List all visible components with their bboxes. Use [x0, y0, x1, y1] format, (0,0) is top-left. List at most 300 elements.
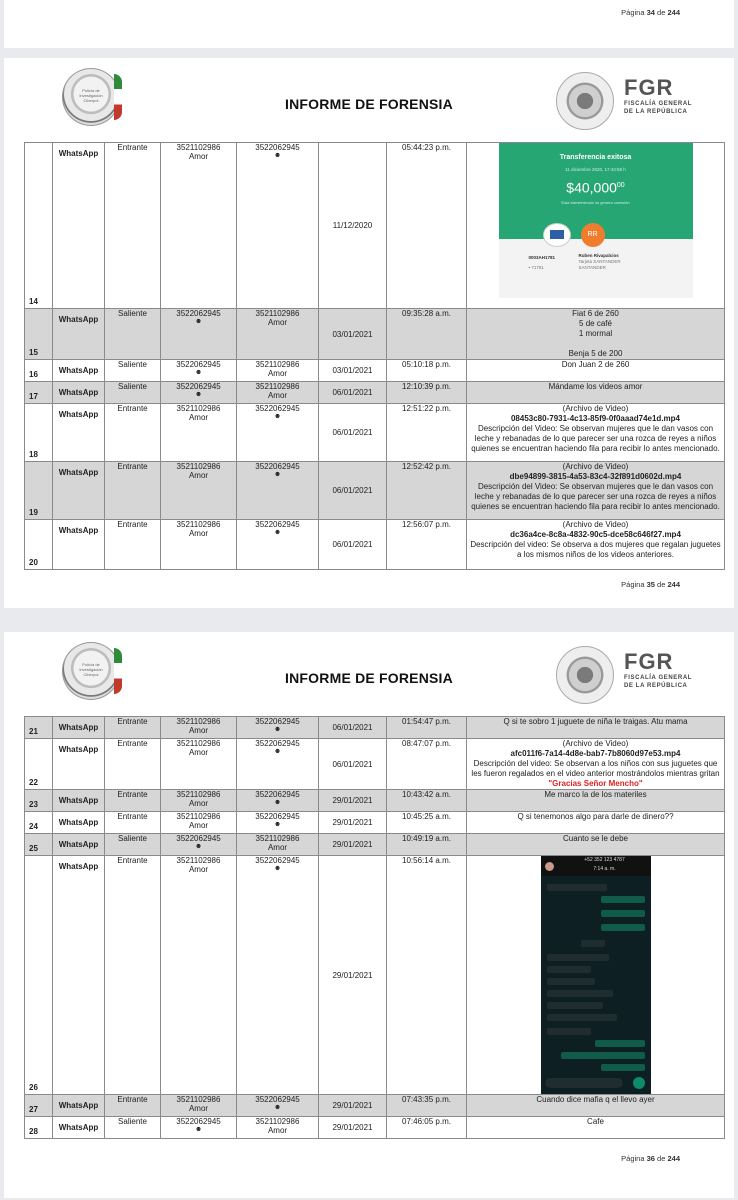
sender-number: 3522062945 — [176, 1117, 221, 1126]
recipient-number: 3522062945 — [255, 812, 300, 821]
recipient-alias: Amor — [267, 1126, 288, 1135]
app-name-text: WhatsApp — [58, 410, 99, 419]
chat-bubble — [595, 1040, 645, 1047]
date-text: 29/01/2021 — [332, 796, 373, 805]
recipient — [237, 790, 319, 812]
date-text: 29/01/2021 — [332, 1123, 373, 1132]
sender-number: 3521102986 — [176, 790, 221, 799]
direction — [105, 309, 161, 360]
row-number — [25, 382, 53, 404]
message-content — [467, 856, 725, 1095]
row-number — [25, 309, 53, 360]
sender-alias: Amor — [188, 413, 209, 422]
direction — [105, 717, 161, 739]
direction-text: Saliente — [118, 382, 147, 391]
recipient — [237, 856, 319, 1095]
sender-number: 3521102986 — [176, 520, 221, 529]
table-row — [25, 812, 725, 834]
date-text: 06/01/2021 — [332, 486, 373, 495]
direction — [105, 360, 161, 382]
time-text: 01:54:47 p.m. — [402, 717, 451, 726]
row-number — [25, 856, 53, 1095]
recipient-number: 3522062945 — [255, 790, 300, 799]
video-label: (Archivo de Video) — [562, 739, 629, 748]
date-text: 06/01/2021 — [332, 388, 373, 397]
message-date — [319, 382, 387, 404]
sender-alias: Amor — [188, 152, 209, 161]
direction-text: Saliente — [118, 1117, 147, 1126]
direction — [105, 812, 161, 834]
app-name-text: WhatsApp — [58, 1101, 99, 1110]
video-label: (Archivo de Video) — [562, 462, 629, 471]
sender-number: 3522062945 — [176, 834, 221, 843]
message-line: Me marco la de los materiles — [544, 790, 647, 799]
date-text: 29/01/2021 — [332, 840, 373, 849]
direction — [105, 1095, 161, 1117]
message-content — [467, 812, 725, 834]
contact-avatar — [545, 862, 554, 871]
message-date — [319, 520, 387, 570]
table-row — [25, 1095, 725, 1117]
recipient — [237, 1095, 319, 1117]
recipient — [237, 717, 319, 739]
row-number-text: 28 — [29, 1127, 38, 1136]
message-content — [467, 309, 725, 360]
row-number — [25, 834, 53, 856]
message-line: Cuanto se le debe — [563, 834, 628, 843]
message-content — [467, 462, 725, 520]
table-row — [25, 856, 725, 1095]
chat-screenshot-image: +52 352 123 4787 7:14 a. m. — [541, 856, 651, 1094]
ciberpol-seal-icon: Policía de Investigación Ciberpol — [62, 642, 120, 700]
table-row — [25, 790, 725, 812]
recipient-number: 3521102986 — [255, 834, 300, 843]
sender-alias: ☻ — [194, 1126, 203, 1133]
message-content — [467, 1117, 725, 1139]
app-name-text: WhatsApp — [58, 315, 99, 324]
messages-table — [24, 716, 725, 1139]
row-number — [25, 143, 53, 309]
video-quote: "Gracias Señor Mencho" — [548, 779, 643, 788]
date-text: 29/01/2021 — [332, 970, 373, 980]
row-number — [25, 739, 53, 790]
direction — [105, 834, 161, 856]
message-time — [387, 856, 467, 1095]
message-date — [319, 856, 387, 1095]
recipient-avatar: RR — [581, 223, 605, 247]
recipient-alias: ☻ — [273, 413, 282, 420]
sender-alias: Amor — [188, 748, 209, 757]
table-row — [25, 143, 725, 309]
sender-number: 3522062945 — [176, 382, 221, 391]
recipient-alias: Amor — [267, 391, 288, 400]
sender-number: 3522062945 — [176, 309, 221, 318]
time-text: 12:51:22 p.m. — [402, 404, 451, 413]
row-number — [25, 790, 53, 812]
message-time — [387, 360, 467, 382]
date-text: 29/01/2021 — [332, 818, 373, 827]
message-line: 5 de café — [579, 319, 612, 328]
sender-alias: ☻ — [194, 843, 203, 850]
sender-alias: Amor — [188, 821, 209, 830]
recipient-number: 3522062945 — [255, 143, 300, 152]
direction — [105, 143, 161, 309]
time-text: 10:43:42 a.m. — [402, 790, 451, 799]
recipient-number: 3522062945 — [255, 462, 300, 471]
message-date — [319, 812, 387, 834]
app-name — [53, 856, 105, 1095]
row-number-text: 27 — [29, 1105, 38, 1114]
direction-text: Entrante — [117, 520, 148, 529]
row-number — [25, 717, 53, 739]
direction — [105, 790, 161, 812]
row-number — [25, 360, 53, 382]
direction-text: Entrante — [117, 717, 148, 726]
direction — [105, 1117, 161, 1139]
sender-alias: Amor — [188, 529, 209, 538]
message-time — [387, 1117, 467, 1139]
video-filename: dbe94899-3815-4a53-83c4-32f891d0602d.mp4 — [509, 472, 682, 481]
recipient — [237, 404, 319, 462]
sender-alias: Amor — [188, 471, 209, 480]
chat-bubble — [547, 966, 591, 973]
row-number-text: 19 — [29, 508, 38, 517]
recipient-number: 3522062945 — [255, 404, 300, 413]
time-text: 12:52:42 p.m. — [402, 462, 451, 471]
app-name — [53, 1095, 105, 1117]
row-number-text: 17 — [29, 392, 38, 401]
table-row — [25, 1117, 725, 1139]
page-number: Página 36 de 244 — [621, 1154, 680, 1163]
app-name — [53, 360, 105, 382]
message-date — [319, 143, 387, 309]
row-number-text: 20 — [29, 558, 38, 567]
message-line: 1 mormal — [578, 329, 613, 338]
app-name — [53, 309, 105, 360]
row-number-text: 15 — [29, 348, 38, 357]
sender-alias: Amor — [188, 726, 209, 735]
table-row — [25, 520, 725, 570]
time-text: 08:47:07 p.m. — [402, 739, 451, 748]
time-text: 07:43:35 p.m. — [402, 1095, 451, 1104]
app-name-text: WhatsApp — [58, 862, 99, 871]
date-text: 06/01/2021 — [332, 723, 373, 732]
report-header — [4, 58, 734, 138]
microphone-icon — [633, 1077, 645, 1089]
sender — [161, 739, 237, 790]
video-label: (Archivo de Video) — [562, 404, 629, 413]
message-time — [387, 382, 467, 404]
message-date — [319, 790, 387, 812]
message-date — [319, 834, 387, 856]
time-text: 09:35:28 a.m. — [402, 309, 451, 318]
app-name-text: WhatsApp — [58, 468, 99, 477]
message-time — [387, 520, 467, 570]
sender — [161, 856, 237, 1095]
message-time — [387, 404, 467, 462]
recipient-alias: ☻ — [273, 1104, 282, 1111]
report-title: INFORME DE FORENSIA — [285, 670, 453, 686]
sender-number: 3521102986 — [176, 739, 221, 748]
row-number-text: 23 — [29, 800, 38, 809]
recipient — [237, 812, 319, 834]
chat-bubble — [547, 978, 595, 985]
app-name-text: WhatsApp — [58, 1123, 99, 1132]
table-row — [25, 404, 725, 462]
recipient — [237, 309, 319, 360]
recipient-number: 3522062945 — [255, 520, 300, 529]
recipient-number: 3522062945 — [255, 739, 300, 748]
recipient-alias: ☻ — [273, 152, 282, 159]
sender — [161, 309, 237, 360]
recipient-number: 3521102986 — [255, 360, 300, 369]
recipient — [237, 520, 319, 570]
recipient — [237, 739, 319, 790]
message-line: Mándame los videos amor — [548, 382, 643, 391]
chat-bubble — [547, 884, 607, 891]
message-line: Q si te sobro 1 juguete de niña le traigas. Atu mama — [503, 717, 688, 726]
message-time — [387, 812, 467, 834]
message-line: Q si tenemonos algo para darle de dinero?? — [517, 812, 674, 821]
sender-number: 3521102986 — [176, 404, 221, 413]
sender — [161, 834, 237, 856]
direction-text: Entrante — [117, 790, 148, 799]
bank-card-icon — [543, 223, 571, 247]
app-name-text: WhatsApp — [58, 366, 99, 375]
recipient-number: 3522062945 — [255, 1095, 300, 1104]
message-content — [467, 520, 725, 570]
recipient-number: 3521102986 — [255, 382, 300, 391]
sender — [161, 462, 237, 520]
time-text: 10:49:19 a.m. — [402, 834, 451, 843]
direction-text: Entrante — [117, 812, 148, 821]
recipient — [237, 143, 319, 309]
direction — [105, 462, 161, 520]
direction-text: Saliente — [118, 834, 147, 843]
row-number-text: 16 — [29, 370, 38, 379]
sender — [161, 1095, 237, 1117]
direction-text: Entrante — [117, 739, 148, 748]
chat-bubble — [547, 954, 609, 961]
recipient-alias: ☻ — [273, 865, 282, 872]
sender — [161, 360, 237, 382]
page-sheet-36 — [4, 632, 734, 1198]
time-text: 05:44:23 p.m. — [402, 143, 451, 152]
recipient — [237, 462, 319, 520]
chat-bubble — [601, 896, 645, 903]
direction — [105, 856, 161, 1095]
recipient-alias: ☻ — [273, 748, 282, 755]
table-row — [25, 382, 725, 404]
message-date — [319, 309, 387, 360]
chat-bubble — [547, 1014, 617, 1021]
app-name-text: WhatsApp — [58, 745, 99, 754]
recipient-alias: Amor — [267, 843, 288, 852]
direction-text: Entrante — [117, 462, 148, 471]
date-text: 11/12/2020 — [332, 221, 373, 230]
sender-number: 3522062945 — [176, 360, 221, 369]
video-description: Descripción del Video: Se observan mujeres que le dan vasos con leche y rebanadas de lo que parecer ser una rozca de reyes a niños quienes se encuentran haciendo fila para recibir lo antes mencionado. — [471, 482, 720, 511]
recipient — [237, 834, 319, 856]
message-line: Fiat 6 de 260 — [572, 309, 619, 318]
page-sheet-35 — [4, 58, 734, 608]
message-content — [467, 834, 725, 856]
date-text: 03/01/2021 — [332, 329, 373, 339]
fgr-logo: FGR FISCALÍA GENERAL DE LA REPÚBLICA — [556, 642, 696, 708]
app-name — [53, 382, 105, 404]
time-text: 07:46:05 p.m. — [402, 1117, 451, 1126]
chat-bubble — [601, 910, 645, 917]
message-input-bar — [545, 1078, 623, 1088]
message-line: Benja 5 de 200 — [568, 349, 623, 358]
app-name-text: WhatsApp — [58, 796, 99, 805]
direction-text: Saliente — [118, 309, 147, 318]
app-name — [53, 462, 105, 520]
table-row — [25, 309, 725, 360]
app-name-text: WhatsApp — [58, 840, 99, 849]
direction-text: Entrante — [117, 404, 148, 413]
video-filename: dc36a4ce-8c8a-4832-90c5-dce58c646f27.mp4 — [510, 530, 681, 539]
sender — [161, 382, 237, 404]
date-text: 06/01/2021 — [332, 428, 373, 437]
chat-bubble — [601, 924, 645, 931]
recipient-alias: Amor — [267, 369, 288, 378]
chat-bubble — [561, 1052, 645, 1059]
recipient-number: 3521102986 — [255, 1117, 300, 1126]
direction-text: Entrante — [117, 1095, 148, 1104]
row-number — [25, 812, 53, 834]
message-time — [387, 717, 467, 739]
video-filename: 08453c80-7931-4c13-85f9-0f0aaad74e1d.mp4 — [510, 414, 680, 423]
message-content — [467, 360, 725, 382]
sender-alias: ☻ — [194, 318, 203, 325]
mexico-eagle-seal-icon — [556, 646, 614, 704]
date-text: 03/01/2021 — [332, 366, 373, 375]
chat-bubble — [547, 1002, 603, 1009]
sender-alias: Amor — [188, 1104, 209, 1113]
message-content — [467, 739, 725, 790]
time-text: 12:56:07 p.m. — [402, 520, 451, 529]
direction — [105, 520, 161, 570]
row-number-text: 24 — [29, 822, 38, 831]
table-row — [25, 360, 725, 382]
sender-number: 3521102986 — [176, 717, 221, 726]
row-number-text: 26 — [29, 1083, 38, 1092]
message-date — [319, 404, 387, 462]
recipient-alias: ☻ — [273, 471, 282, 478]
message-time — [387, 462, 467, 520]
sender — [161, 812, 237, 834]
recipient-alias: ☻ — [273, 821, 282, 828]
time-text: 12:10:39 p.m. — [402, 382, 451, 391]
report-header — [4, 632, 734, 712]
chat-bubble — [547, 1028, 591, 1035]
date-text: 29/01/2021 — [332, 1101, 373, 1110]
table-row — [25, 462, 725, 520]
message-date — [319, 739, 387, 790]
video-description: Descripción del video: Se observa a dos mujeres que regalan juguetes a los mismos niños de los videos anteriores. — [470, 540, 721, 559]
message-time — [387, 739, 467, 790]
mexico-eagle-seal-icon — [556, 72, 614, 130]
direction — [105, 404, 161, 462]
row-number — [25, 520, 53, 570]
sender-number: 3521102986 — [176, 856, 221, 865]
row-number-text: 18 — [29, 450, 38, 459]
sender-alias: ☻ — [194, 391, 203, 398]
row-number-text: 22 — [29, 778, 38, 787]
message-content — [467, 382, 725, 404]
report-title: INFORME DE FORENSIA — [285, 96, 453, 112]
message-time — [387, 309, 467, 360]
recipient-alias: ☻ — [273, 799, 282, 806]
table-row — [25, 834, 725, 856]
message-line: Don Juan 2 de 260 — [561, 360, 630, 369]
time-text: 10:45:25 a.m. — [402, 812, 451, 821]
sender-alias: Amor — [188, 865, 209, 874]
video-description: Descripción del video: Se observan a los niños con sus juguetes que les fueron regalados en el video anterior mostrándolos mientras gritan — [471, 759, 720, 778]
app-name-text: WhatsApp — [58, 526, 99, 535]
app-name — [53, 1117, 105, 1139]
direction-text: Entrante — [117, 143, 148, 152]
sender-number: 3521102986 — [176, 462, 221, 471]
sender-number: 3521102986 — [176, 143, 221, 152]
sender — [161, 790, 237, 812]
row-number — [25, 1095, 53, 1117]
transfer-receipt-image: Transferencia exitosa 11 diciembre 2020, 17:43:58 h $40,000$^{00}$ Esta transferencia no genera comisión RR 0003AH1781 • 71781 Ruben Rivapalcios Tarjeta SANTANDER SANTANDER — [499, 143, 693, 298]
message-line: Cuando dice mafia q el llevo ayer — [536, 1095, 655, 1104]
direction — [105, 382, 161, 404]
table-row — [25, 717, 725, 739]
sender — [161, 404, 237, 462]
message-content — [467, 143, 725, 309]
sender-number: 3521102986 — [176, 1095, 221, 1104]
message-time — [387, 834, 467, 856]
sender — [161, 717, 237, 739]
message-content — [467, 790, 725, 812]
time-text: 05:10:18 p.m. — [402, 360, 451, 369]
app-name — [53, 404, 105, 462]
recipient-number: 3522062945 — [255, 717, 300, 726]
chat-bubble — [581, 940, 605, 947]
message-time — [387, 1095, 467, 1117]
page-number: Página 35 de 244 — [621, 580, 680, 589]
app-name-text: WhatsApp — [58, 388, 99, 397]
message-date — [319, 1117, 387, 1139]
video-filename: afc011f6-7a14-4d8e-bab7-7b8060d97e53.mp4 — [510, 749, 681, 758]
message-date — [319, 717, 387, 739]
app-name — [53, 717, 105, 739]
app-name — [53, 143, 105, 309]
sender — [161, 1117, 237, 1139]
page-sheet-34 — [4, 0, 734, 48]
recipient-number: 3522062945 — [255, 856, 300, 865]
sender-alias: Amor — [188, 799, 209, 808]
app-name-text: WhatsApp — [58, 818, 99, 827]
row-number-text: 21 — [29, 727, 38, 736]
message-content — [467, 404, 725, 462]
recipient — [237, 382, 319, 404]
app-name-text: WhatsApp — [58, 723, 99, 732]
time-text: 10:56:14 a.m. — [402, 856, 451, 865]
date-text: 06/01/2021 — [332, 540, 373, 549]
sender — [161, 143, 237, 309]
app-name — [53, 739, 105, 790]
message-date — [319, 360, 387, 382]
message-date — [319, 1095, 387, 1117]
message-content — [467, 717, 725, 739]
sender-number: 3521102986 — [176, 812, 221, 821]
chat-bubble — [547, 990, 613, 997]
